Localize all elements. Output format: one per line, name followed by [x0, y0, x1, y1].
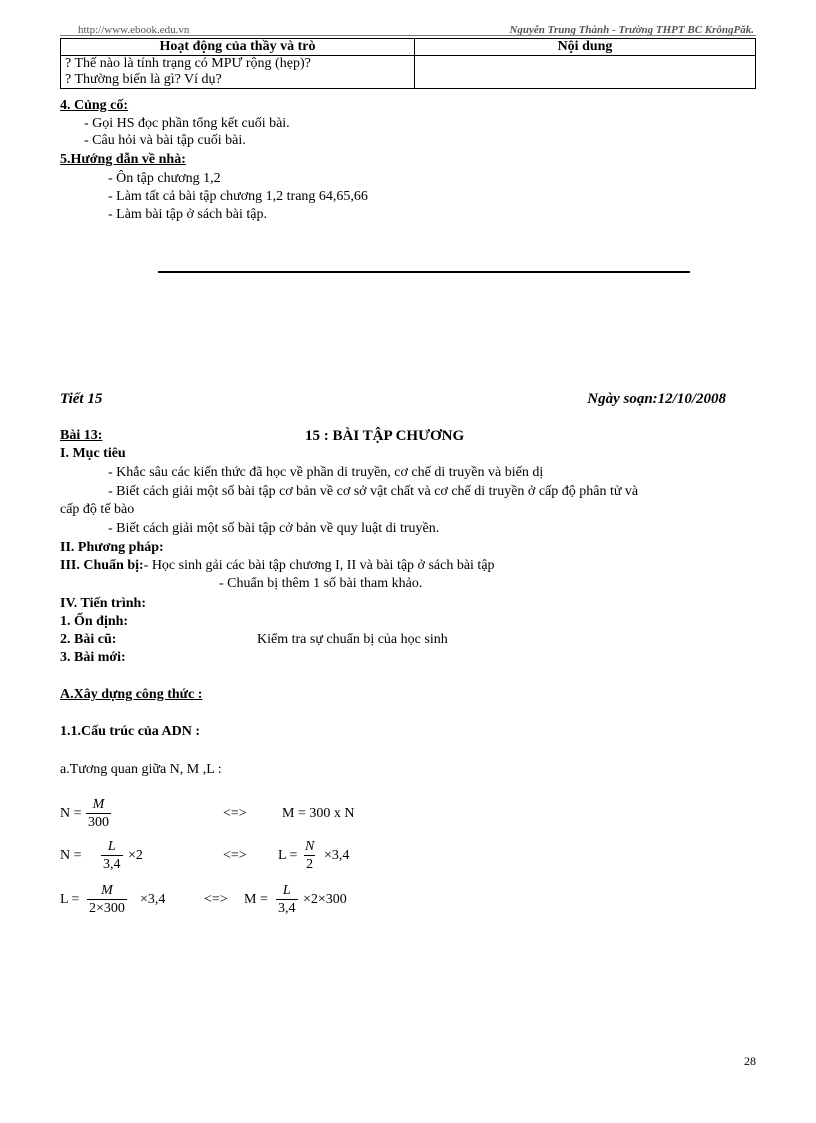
on-dinh-heading: 1. Ổn định:	[60, 614, 129, 629]
formula-3-rhs-denominator: 3,4	[278, 901, 296, 916]
huongdan-item-1: - Ôn tập chương 1,2	[108, 171, 221, 186]
chuan-bi-text-2: - Chuẩn bị thêm 1 số bài tham khảo.	[219, 576, 423, 591]
formula-1-rhs: M = 300 x N	[282, 806, 355, 821]
table-row-question-1: ? Thế nào là tính trạng có MPƯ rộng (hẹp)?	[65, 56, 311, 71]
formula-2-equivalence: <=>	[223, 848, 247, 863]
formula-1-equivalence: <=>	[223, 806, 247, 821]
huongdan-title: 5.Hướng dẫn về nhà:	[60, 152, 186, 167]
chuan-bi-line	[60, 558, 495, 574]
huongdan-item-2: - Làm tất cả bài tập chương 1,2 trang 64,65,66	[108, 189, 368, 204]
formula-3-lhs: L =	[60, 892, 80, 907]
formula-2-fraction	[101, 838, 123, 873]
formula-2-tail: ×2	[128, 848, 143, 863]
activity-table	[60, 38, 756, 89]
page-number: 28	[744, 1054, 756, 1068]
formula-3-fraction	[87, 882, 127, 917]
bai-moi-heading: 3. Bài mới:	[60, 650, 126, 665]
formula-2-denominator: 3,4	[103, 857, 121, 872]
formula-3-rhs-tail: ×2×300	[303, 892, 347, 907]
table-row	[61, 56, 756, 89]
table-row-question-2: ? Thường biến là gì? Ví dụ?	[65, 72, 222, 87]
muc-tieu-2-cont: cấp độ tế bào	[60, 502, 135, 517]
formula-3-tail: ×3,4	[140, 892, 166, 907]
formula-1-lhs: N =	[60, 806, 82, 821]
header-author: Nguyễn Trung Thành - Trường THPT BC KrôngPăk.	[509, 24, 754, 36]
header-divider	[60, 35, 756, 36]
formula-2-rhs-denominator: 2	[306, 857, 314, 872]
muc-tieu-2: - Biết cách giải một số bài tập cơ bản về cơ sở vật chất và cơ chế di truyền ở cấp độ phân tử và	[108, 484, 639, 499]
phuong-phap-heading: II. Phương pháp:	[60, 540, 164, 555]
formula-2-rhs: L =	[278, 848, 298, 863]
formula-1-fraction	[86, 796, 111, 831]
section-1-1-heading: 1.1.Cấu trúc của ADN :	[60, 724, 200, 739]
lesson-bai: Bài 13:	[60, 428, 103, 443]
chuan-bi-text-1: - Học sinh gải các bài tập chương I, II và bài tập ở sách bài tập	[143, 558, 495, 573]
tien-trinh-heading: IV. Tiến trình:	[60, 596, 146, 611]
cungco-title: 4. Củng cố:	[60, 98, 129, 113]
lesson-date: Ngày soạn:12/10/2008	[587, 391, 726, 407]
formula-3-denominator: 2×300	[89, 901, 125, 916]
huongdan-item-3: - Làm bài tập ở sách bài tập.	[108, 207, 268, 222]
formula-1-denominator: 300	[88, 815, 109, 830]
section-a-heading: A.Xây dựng công thức :	[60, 687, 203, 702]
lesson-title: 15 : BÀI TẬP CHƯƠNG	[305, 428, 465, 444]
cungco-item-1: - Gọi HS đọc phần tổng kết cuối bài.	[84, 116, 290, 131]
formula-2-rhs-numerator: N	[305, 839, 315, 854]
table-cell-questions	[61, 56, 415, 89]
cungco-item-2: - Câu hỏi và bài tập cuối bài.	[84, 133, 246, 148]
table-header-row	[61, 39, 756, 56]
formula-3-numerator: M	[101, 883, 113, 898]
bai-cu-heading: 2. Bài cũ:	[60, 632, 117, 647]
table-col-activities: Hoạt động của thầy và trò	[61, 39, 415, 56]
formula-2-rhs-tail: ×3,4	[324, 848, 350, 863]
muc-tieu-heading: I. Mục tiêu	[60, 446, 126, 461]
bai-cu-text: Kiểm tra sự chuẩn bị của học sinh	[257, 632, 448, 647]
formula-1-numerator: M	[92, 797, 105, 812]
table-col-content: Nội dung	[415, 39, 756, 56]
lesson-number: Tiết 15	[60, 391, 103, 407]
chuan-bi-heading: III. Chuẩn bị:	[60, 558, 144, 573]
formula-2-rhs-fraction	[303, 838, 316, 873]
muc-tieu-1: - Khắc sâu các kiến thức đã học về phần di truyền, cơ chế di truyền và biến dị	[108, 465, 544, 480]
tuong-quan-text: a.Tương quan giữa N, M ,L :	[60, 762, 222, 777]
section-divider	[158, 271, 690, 273]
formula-2-numerator: L	[107, 839, 116, 854]
muc-tieu-3: - Biết cách giải một số bài tập cở bản về quy luật di truyền.	[108, 521, 440, 536]
formula-3-equivalence: <=>	[204, 892, 228, 907]
table-cell-content	[415, 56, 756, 89]
header-url: http://www.ebook.edu.vn	[78, 24, 190, 36]
formula-3-rhs: M =	[244, 892, 268, 907]
formula-3-rhs-numerator: L	[282, 883, 291, 898]
formula-3-rhs-fraction	[276, 882, 298, 917]
formula-2-lhs: N =	[60, 848, 82, 863]
